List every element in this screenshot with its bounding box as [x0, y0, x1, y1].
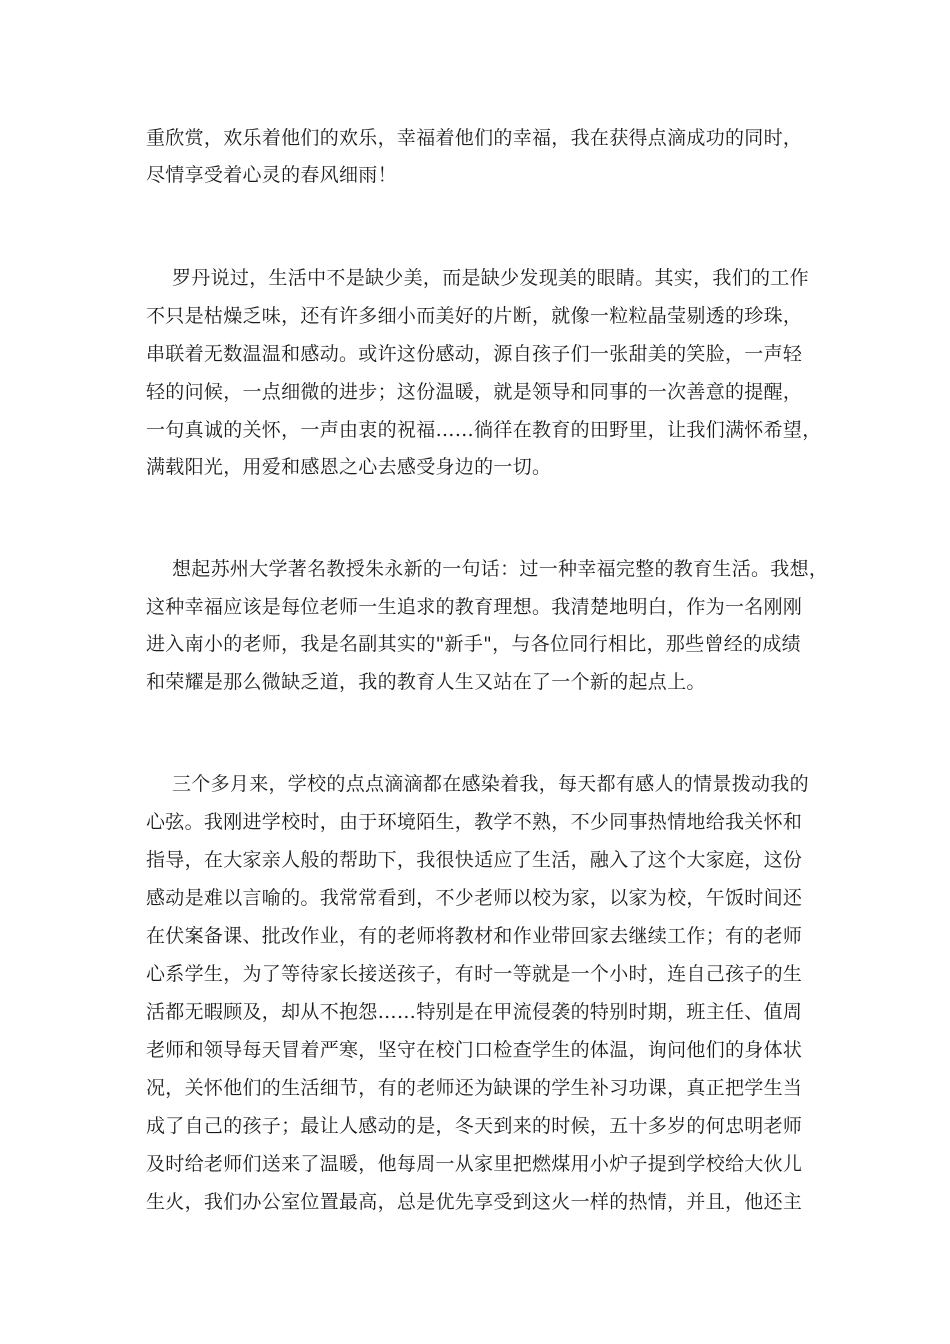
paragraph-4-line-6: 心系学生，为了等待家长接送孩子，有时一等就是一个小时，连自己孩子的生: [146, 963, 803, 985]
paragraph-4-line-5: 在伏案备课、批改作业，有的老师将教材和作业带回家去继续工作；有的老师: [146, 925, 803, 947]
paragraph-2-line-5: 一句真诚的关怀，一声由衷的祝福……徜徉在教育的田野里，让我们满怀希望，: [146, 419, 822, 441]
paragraph-3-line-1: 想起苏州大学著名教授朱永新的一句话：过一种幸福完整的教育生活。我想，: [172, 558, 829, 580]
paragraph-3-line-2: 这种幸福应该是每位老师一生追求的教育理想。我清楚地明白，作为一名刚刚: [146, 596, 803, 618]
paragraph-1-line-2: 尽情享受着心灵的春风细雨！: [146, 164, 397, 186]
paragraph-4-line-7: 活都无暇顾及，却从不抱怨……特别是在甲流侵袭的特别时期，班主任、值周: [146, 1001, 803, 1023]
paragraph-4-line-11: 及时给老师们送来了温暖，他每周一从家里把燃煤用小炉子提到学校给大伙儿: [146, 1153, 803, 1175]
paragraph-4-line-8: 老师和领导每天冒着严寒，坚守在校门口检查学生的体温，询问他们的身体状: [146, 1039, 803, 1061]
paragraph-2-line-4: 轻的问候，一点细微的进步；这份温暖，就是领导和同事的一次善意的提醒，: [146, 381, 803, 403]
paragraph-4-line-9: 况，关怀他们的生活细节，有的老师还为缺课的学生补习功课，真正把学生当: [146, 1077, 803, 1099]
paragraph-4-line-3: 指导，在大家亲人般的帮助下，我很快适应了生活，融入了这个大家庭，这份: [146, 849, 803, 871]
paragraph-3-line-3: 进入南小的老师，我是名副其实的"新手"，与各位同行相比，那些曾经的成绩: [146, 633, 801, 655]
paragraph-1-line-1: 重欣赏，欢乐着他们的欢乐，幸福着他们的幸福，我在获得点滴成功的同时，: [146, 127, 803, 149]
paragraph-2-line-1: 罗丹说过，生活中不是缺少美，而是缺少发现美的眼睛。其实，我们的工作: [172, 267, 809, 289]
paragraph-4-line-12: 生火，我们办公室位置最高，总是优先享受到这火一样的热情，并且，他还主: [146, 1191, 803, 1213]
paragraph-4-line-1: 三个多月来，学校的点点滴滴都在感染着我，每天都有感人的情景拨动我的: [172, 773, 809, 795]
paragraph-3-line-4: 和荣耀是那么微缺乏道，我的教育人生又站在了一个新的起点上。: [146, 671, 706, 693]
paragraph-2-line-3: 串联着无数温温和感动。或许这份感动，源自孩子们一张甜美的笑脸，一声轻: [146, 343, 803, 365]
paragraph-4-line-2: 心弦。我刚进学校时，由于环境陌生，教学不熟，不少同事热情地给我关怀和: [146, 811, 803, 833]
paragraph-4-line-4: 感动是难以言喻的。我常常看到，不少老师以校为家，以家为校，午饭时间还: [146, 887, 803, 909]
paragraph-2-line-2: 不只是枯燥乏味，还有许多细小而美好的片断，就像一粒粒晶莹剔透的珍珠，: [146, 305, 803, 327]
paragraph-2-line-6: 满载阳光，用爱和感恩之心去感受身边的一切。: [146, 456, 552, 478]
paragraph-4-line-10: 成了自己的孩子；最让人感动的是，冬天到来的时候，五十多岁的何忠明老师: [146, 1115, 803, 1137]
